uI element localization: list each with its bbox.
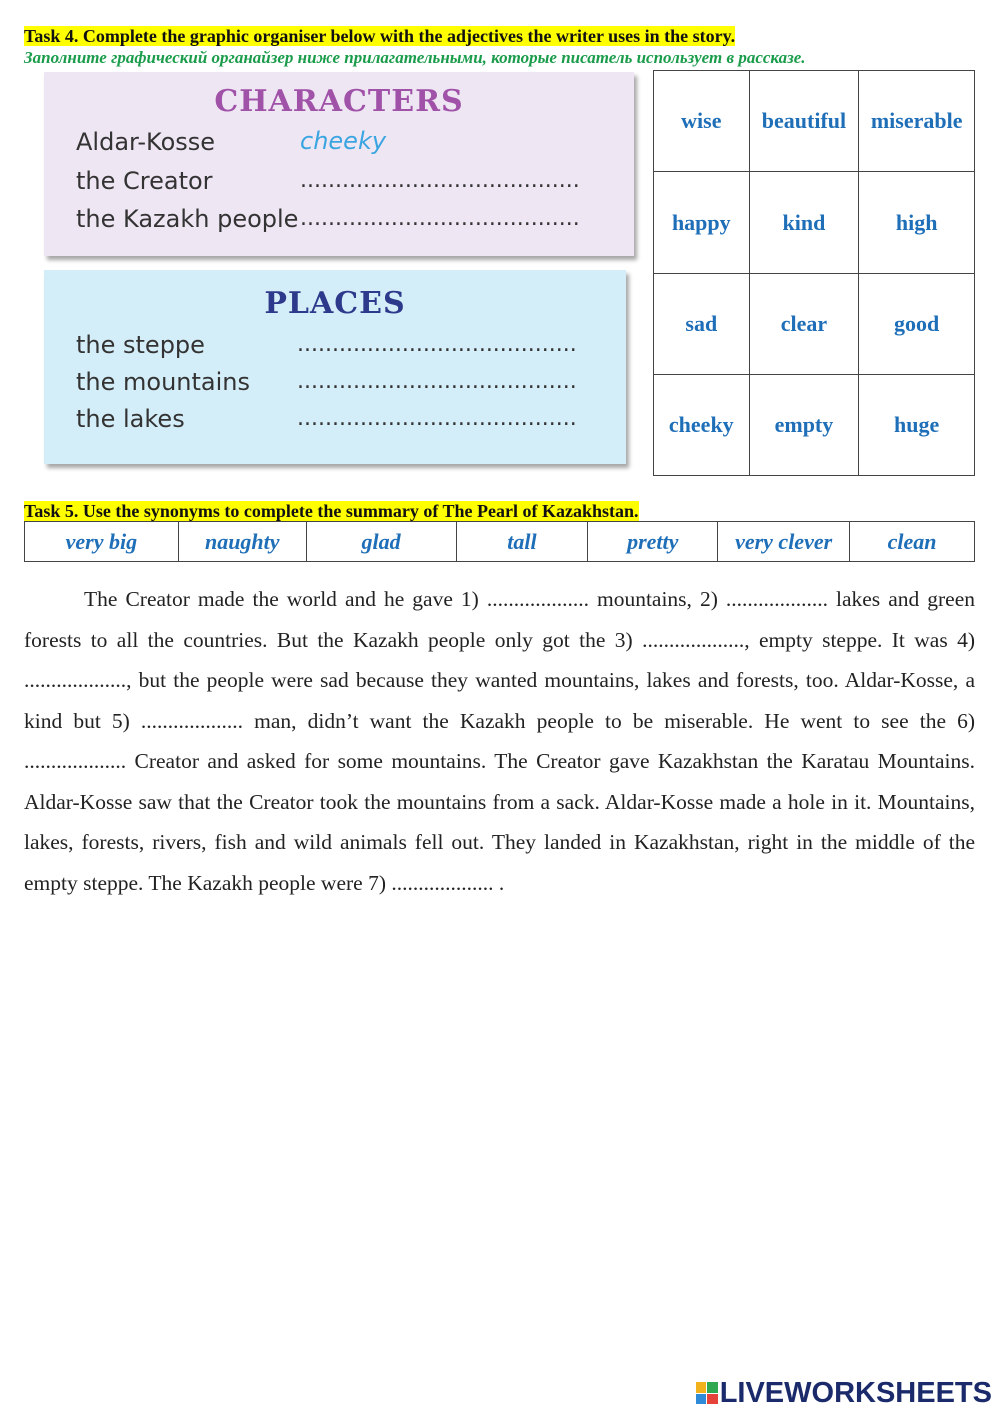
adjective-cell: wise: [654, 71, 750, 172]
summary-text: [24, 579, 975, 903]
places-card: [44, 270, 626, 464]
liveworksheets-logo: [696, 1377, 992, 1409]
characters-heading: CHARACTERS: [214, 84, 464, 119]
synonym-cell: tall: [456, 522, 588, 562]
adjective-cell: miserable: [859, 71, 975, 172]
adjective-cell: high: [859, 172, 975, 274]
synonyms-table: [24, 521, 975, 562]
adjective-cell: sad: [654, 274, 750, 375]
logo-square: [696, 1394, 707, 1405]
answer-blank[interactable]: ........................................: [297, 406, 577, 431]
adjective-cell: beautiful: [749, 71, 859, 172]
task5-title: Task 5. Use the synonyms to complete the summary of The Pearl of Kazakhstan.: [24, 501, 639, 521]
character-answer[interactable]: cheeky: [300, 127, 387, 155]
character-label: the Creator: [76, 167, 213, 195]
adjective-cell: kind: [749, 172, 859, 274]
place-label: the steppe: [76, 331, 205, 359]
adjective-cell: cheeky: [654, 375, 750, 476]
place-label: the mountains: [76, 368, 250, 396]
characters-card: [44, 72, 634, 256]
adjective-cell: good: [859, 274, 975, 375]
synonym-cell: very big: [25, 522, 179, 562]
logo-mark-icon: [696, 1382, 718, 1404]
logo-square: [696, 1382, 707, 1393]
place-label: the lakes: [76, 405, 185, 433]
summary-paragraph: The Creator made the world and he gave 1) ................... mountains, 2) ................... lakes and green forests to all the countries. But the Kazakh people only got the 3) ..................., empty steppe. It was 4) ..................., but the people were sad because they wanted mountains, lakes and forests, too. Aldar-Kosse, a kind but 5) ................... man, didn’t want the Kazakh people to be miserable. He went to see the 6) ................... Creator and asked for some mountains. The Creator gave Kazakhstan the Karatau Mountains. Aldar-Kosse saw that the Creator took the mountains from a sack. Aldar-Kosse made a hole in it. Mountains, lakes, forests, rivers, fish and wild animals fell out. They landed in Kazakhstan, right in the middle of the empty steppe. The Kazakh people were 7) ................... .: [24, 587, 975, 895]
synonym-cell: pretty: [588, 522, 718, 562]
logo-text: LIVEWORKSHEETS: [719, 1376, 992, 1409]
answer-blank[interactable]: ........................................: [300, 168, 580, 193]
logo-square: [707, 1394, 718, 1405]
adjective-cell: huge: [859, 375, 975, 476]
character-label: Aldar-Kosse: [76, 128, 216, 156]
task4-instruction-ru: Заполните графический органайзер ниже прилагательными, которые писатель использует в рассказе.: [24, 48, 806, 67]
task4-title: Task 4. Complete the graphic organiser below with the adjectives the writer uses in the story.: [24, 26, 736, 46]
adjective-grid: [653, 70, 975, 476]
places-heading: PLACES: [264, 286, 406, 321]
answer-blank[interactable]: ........................................: [297, 369, 577, 394]
adjective-cell: clear: [749, 274, 859, 375]
synonym-cell: naughty: [178, 522, 306, 562]
character-label: the Kazakh people: [76, 205, 299, 233]
synonym-cell: glad: [306, 522, 456, 562]
answer-blank[interactable]: ........................................: [297, 332, 577, 357]
logo-square: [707, 1382, 718, 1393]
adjective-cell: empty: [749, 375, 859, 476]
synonym-cell: clean: [850, 522, 975, 562]
synonym-cell: very clever: [718, 522, 850, 562]
answer-blank[interactable]: ........................................: [300, 206, 580, 231]
adjective-cell: happy: [654, 172, 750, 274]
